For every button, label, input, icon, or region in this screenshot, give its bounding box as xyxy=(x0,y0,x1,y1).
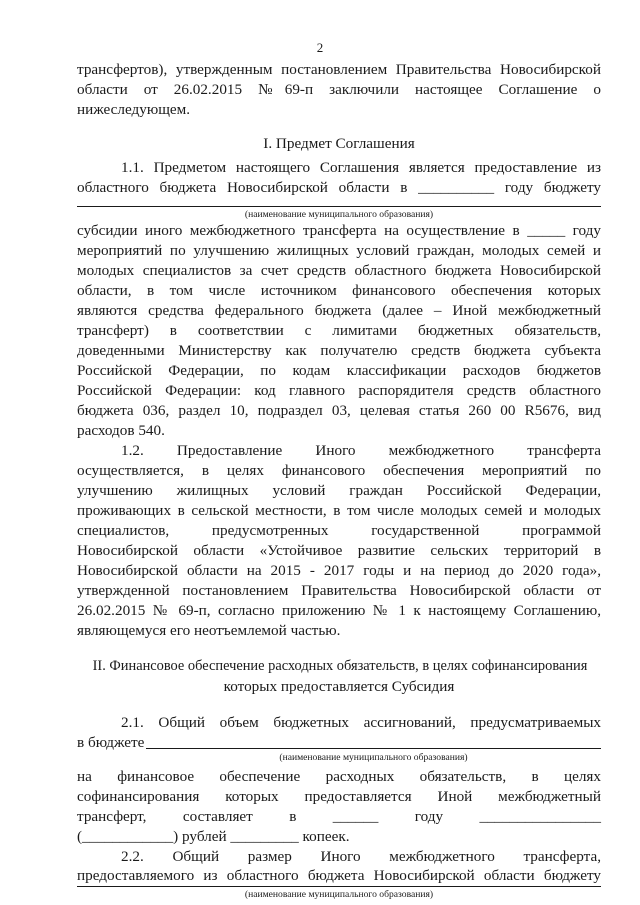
section2-heading-line1: II. Финансовое обеспечение расходных обязательств, в целях софинансирования xyxy=(92,658,588,674)
section1-p1-line2: областного бюджета Новосибирской области в __________ году бюджету xyxy=(77,179,601,196)
section2-p1-last: (____________) рублей _________ копеек. xyxy=(77,828,350,845)
intro-line-2: области от 26.02.2015 №69-п заключили настоящее Соглашение о xyxy=(77,81,601,98)
section1-p1-line1: 1.1. Предметом настоящего Соглашения является предоставление из xyxy=(121,159,601,176)
section2-budget-prefix: в бюджете xyxy=(77,734,145,751)
section1-p1-last: расходов 540. xyxy=(77,422,165,439)
caption-municipality-3: (наименование муниципального образования) xyxy=(244,889,434,900)
section1-p1-body-3: молодых специалистов за счет средств областного бюджета Новосибирской xyxy=(77,262,601,279)
municipality-blank-3 xyxy=(77,886,601,887)
section1-p2-line2: осуществляется, в целях финансового обеспечения мероприятий по xyxy=(77,462,601,479)
page-number: 2 xyxy=(316,40,324,55)
section1-p2-line1: 1.2. Предоставление Иного межбюджетного трансферта xyxy=(121,442,601,459)
intro-line-3: нижеследующем. xyxy=(77,101,191,118)
section2-p1-body-2: софинансирования которых предоставляется Иной межбюджетный xyxy=(77,788,601,805)
section1-p2-last: являющемуся его неотъемлемой частью. xyxy=(77,622,341,639)
section1-p2-line5: специалистов, предусмотренных государственной программой xyxy=(77,522,601,539)
section2-p1-body-1: на финансовое обеспечение расходных обязательств, в целях xyxy=(77,768,601,785)
section1-p1-body-6: трансферт) в соответствии с лимитами бюджетных обязательств, xyxy=(77,322,601,339)
section1-heading: I. Предмет Соглашения xyxy=(263,135,415,152)
section1-p1-body-5: являются средства федерального бюджета (далее – Иной межбюджетный xyxy=(77,302,601,319)
caption-municipality-1: (наименование муниципального образования) xyxy=(244,209,434,220)
section2-p1-body-3: трансферт, составляет в ______ году ________________ xyxy=(77,808,601,825)
section1-p1-body-8: Российской Федерации, по кодам классификации расходов бюджетов xyxy=(77,362,601,379)
section1-p2-line4: проживающих в сельской местности, в том числе молодых семей и молодых xyxy=(77,502,601,519)
section2-p2-line2: предоставляемого из областного бюджета Новосибирской области бюджету xyxy=(77,867,601,884)
section1-p2-line6: Новосибирской области «Устойчивое развитие сельских территорий в xyxy=(77,542,601,559)
caption-municipality-2: (наименование муниципального образования) xyxy=(279,752,468,763)
section2-heading-line2: которых предоставляется Субсидия xyxy=(223,678,455,695)
section1-p1-body-4: области, в том числе источником финансового обеспечения которых xyxy=(77,282,601,299)
section1-p2-line8: утвержденной постановлением Правительства Новосибирской области от xyxy=(77,582,601,599)
section2-p2-line1: 2.2. Общий размер Иного межбюджетного трансферта, xyxy=(121,848,601,865)
section1-p1-body-2: мероприятий по улучшению жилищных условий граждан, молодых семей и xyxy=(77,242,601,259)
section1-p1-body-7: доведенными Министерству как получателю средств бюджета субъекта xyxy=(77,342,601,359)
municipality-blank-1 xyxy=(77,206,601,207)
section1-p2-line7: Новосибирской области на 2015 - 2017 годы и на период до 2020 года», xyxy=(77,562,601,579)
section1-p2-line3: улучшению жилищных условий граждан Российской Федерации, xyxy=(77,482,601,499)
section1-p1-body-1: субсидии иного межбюджетного трансферта на осуществление в _____ году xyxy=(77,222,601,239)
section1-p1-body-10: бюджета 036, раздел 10, подраздел 03, целевая статья 260 00 R5676, вид xyxy=(77,402,601,419)
intro-line-1: трансфертов), утвержденным постановлением Правительства Новосибирской xyxy=(77,61,601,78)
section2-p1-line1: 2.1. Общий объем бюджетных ассигнований, предусматриваемых xyxy=(121,714,601,731)
section1-p2-line9: 26.02.2015 № 69-п, согласно приложению № 1 к настоящему Соглашению, xyxy=(77,602,601,619)
municipality-blank-2 xyxy=(146,748,601,749)
section1-p1-body-9: Российской Федерации: код главного распорядителя средств областного xyxy=(77,382,601,399)
